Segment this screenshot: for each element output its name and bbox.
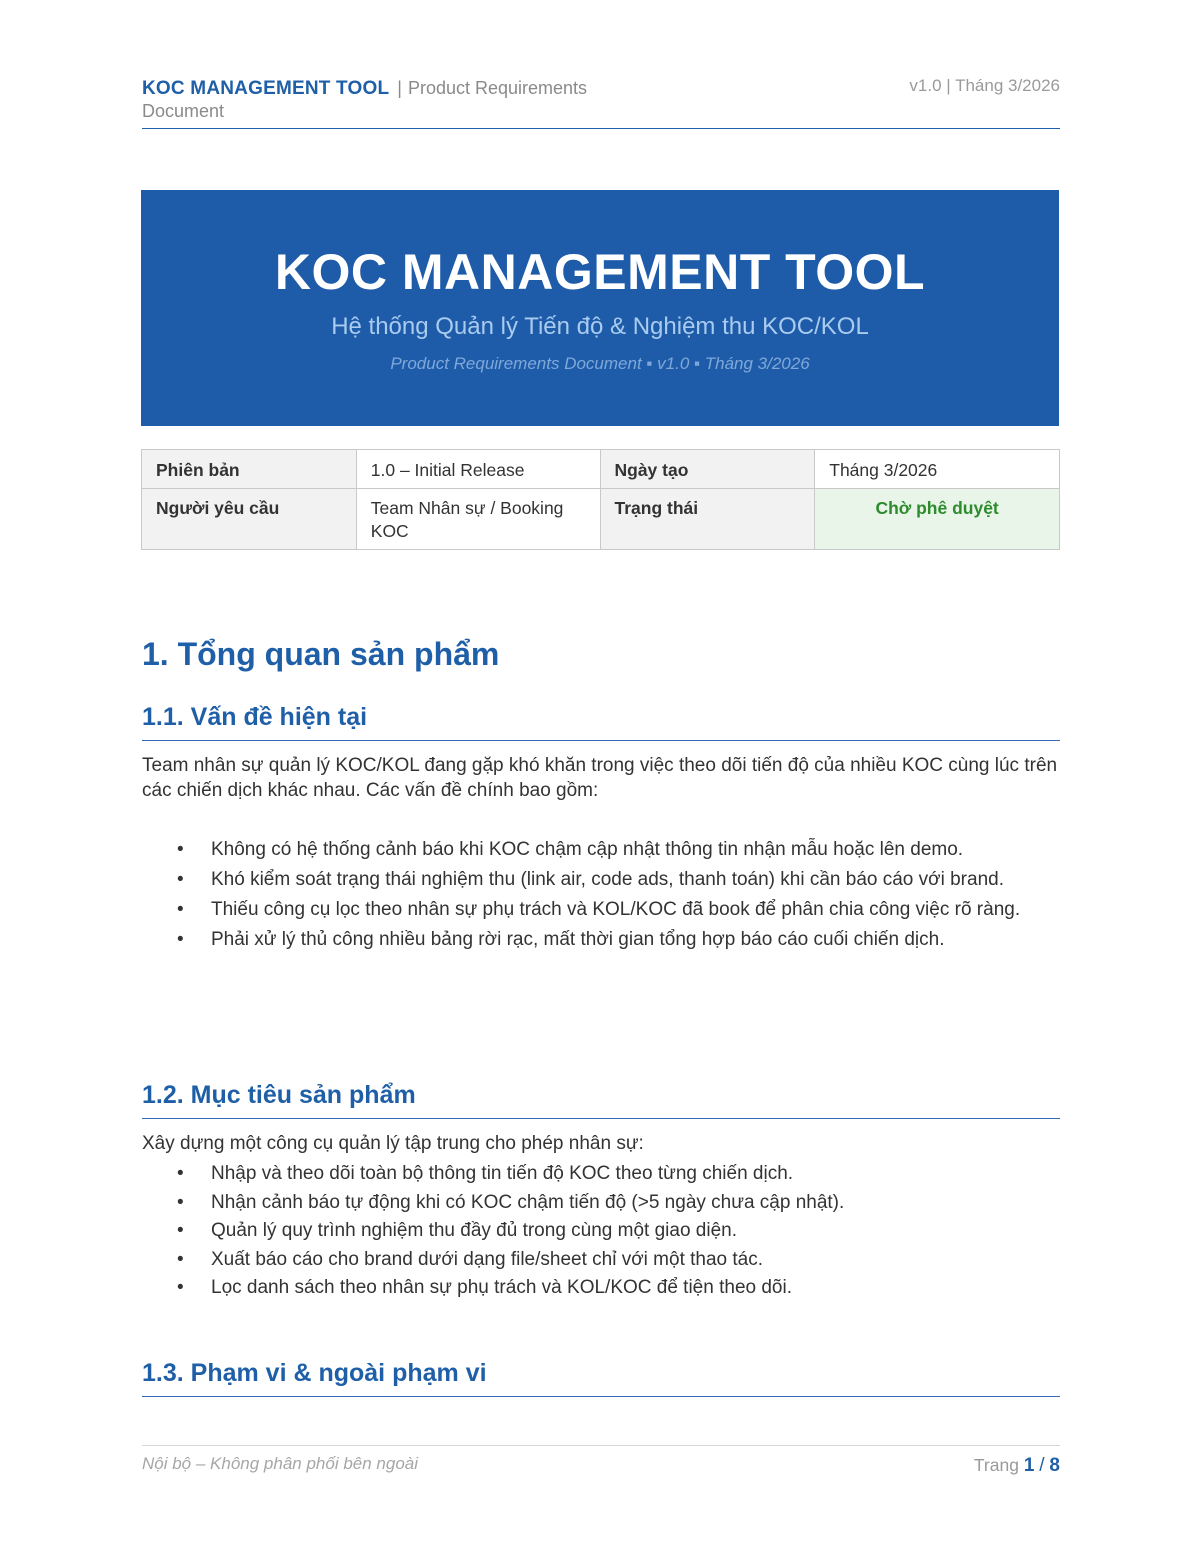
section-1-1-heading: 1.1. Vấn đề hiện tại (142, 702, 1060, 741)
page-total: 8 (1049, 1455, 1060, 1476)
bullet-icon: • (177, 1191, 184, 1213)
section-1-1-bullets (142, 838, 1060, 952)
bullet-icon: • (177, 899, 184, 920)
list-item-text: Thiếu công cụ lọc theo nhân sự phụ trách và KOL/KOC đã book để phân chia công việc rõ ràng. (211, 899, 1021, 920)
list-item (142, 928, 1060, 952)
banner-meta: Product Requirements Document ▪ v1.0 ▪ Tháng 3/2026 (390, 354, 810, 373)
page-current: 1 (1023, 1455, 1035, 1476)
list-item (142, 1219, 1060, 1243)
requester-value: Team Nhân sự / Booking KOC (356, 489, 600, 550)
list-item (142, 838, 1060, 862)
list-item-text: Phải xử lý thủ công nhiều bảng rời rạc, mất thời gian tổng hợp báo cáo cuối chiến dịch. (211, 929, 945, 950)
list-item (142, 1276, 1060, 1300)
bullet-icon: • (177, 929, 184, 950)
created-label: Ngày tạo (600, 450, 815, 489)
section-1-3-heading: 1.3. Phạm vi & ngoài phạm vi (142, 1358, 1060, 1397)
list-item-text: Lọc danh sách theo nhân sự phụ trách và KOL/KOC để tiện theo dõi. (211, 1277, 792, 1298)
section-1-1-intro: Team nhân sự quản lý KOC/KOL đang gặp khó khăn trong việc theo dõi tiến độ của nhiều KOC cùng lúc trên các chiến dịch khác nhau. Các vấn đề chính bao gồm: (142, 755, 1058, 801)
table-row (142, 489, 1060, 550)
status-badge: Chờ phê duyệt (815, 489, 1060, 550)
version-label: Phiên bản (142, 450, 357, 489)
page-number (974, 1455, 1060, 1477)
header-version: v1.0 | Tháng 3/2026 (909, 76, 1060, 95)
footer-note: Nội bộ – Không phân phối bên ngoài (142, 1454, 419, 1473)
page-header (142, 74, 1060, 129)
bullet-icon: • (177, 1248, 184, 1270)
requester-label: Người yêu cầu (142, 489, 357, 550)
banner-title: KOC MANAGEMENT TOOL (274, 244, 926, 300)
bullet-icon: • (177, 1220, 184, 1241)
page-footer (142, 1445, 1060, 1486)
list-item (142, 898, 1060, 922)
header-left (142, 77, 662, 123)
version-value: 1.0 – Initial Release (356, 450, 600, 489)
section-1-2-intro: Xây dựng một công cụ quản lý tập trung cho phép nhân sự: (142, 1133, 644, 1154)
list-item (142, 1162, 1060, 1186)
header-subtitle: Product Requirements Document (142, 78, 588, 121)
header-separator: | (397, 78, 402, 98)
list-item-text: Xuất báo cáo cho brand dưới dạng file/sheet chỉ với một thao tác. (211, 1248, 764, 1270)
list-item (142, 868, 1060, 892)
status-label: Trạng thái (600, 489, 815, 550)
bullet-icon: • (177, 869, 184, 890)
section-1-heading: 1. Tổng quan sản phẩm (142, 636, 500, 672)
list-item (142, 1191, 1060, 1215)
header-title: KOC MANAGEMENT TOOL (142, 78, 390, 99)
list-item-text: Nhập và theo dõi toàn bộ thông tin tiến độ KOC theo từng chiến dịch. (211, 1163, 794, 1184)
table-row (142, 450, 1060, 489)
document-info-table (141, 449, 1060, 550)
section-1-2-heading: 1.2. Mục tiêu sản phẩm (142, 1080, 1060, 1119)
bullet-icon: • (177, 1277, 184, 1298)
list-item-text: Không có hệ thống cảnh báo khi KOC chậm cập nhật thông tin nhận mẫu hoặc lên demo. (211, 839, 964, 860)
banner-subtitle: Hệ thống Quản lý Tiến độ & Nghiệm thu KOC/KOL (331, 313, 869, 340)
list-item-text: Nhận cảnh báo tự động khi có KOC chậm tiến độ (>5 ngày chưa cập nhật). (211, 1191, 845, 1213)
list-item-text: Quản lý quy trình nghiệm thu đầy đủ trong cùng một giao diện. (211, 1220, 737, 1241)
list-item (142, 1248, 1060, 1272)
page-label: Trang (973, 1455, 1019, 1475)
section-1-2-bullets (142, 1162, 1060, 1300)
bullet-icon: • (177, 839, 184, 860)
title-banner (141, 190, 1059, 426)
list-item-text: Khó kiểm soát trạng thái nghiệm thu (link air, code ads, thanh toán) khi cần báo cáo với brand. (211, 869, 1004, 890)
created-value: Tháng 3/2026 (815, 450, 1060, 489)
bullet-icon: • (177, 1163, 184, 1184)
page-separator: / (1039, 1455, 1045, 1476)
